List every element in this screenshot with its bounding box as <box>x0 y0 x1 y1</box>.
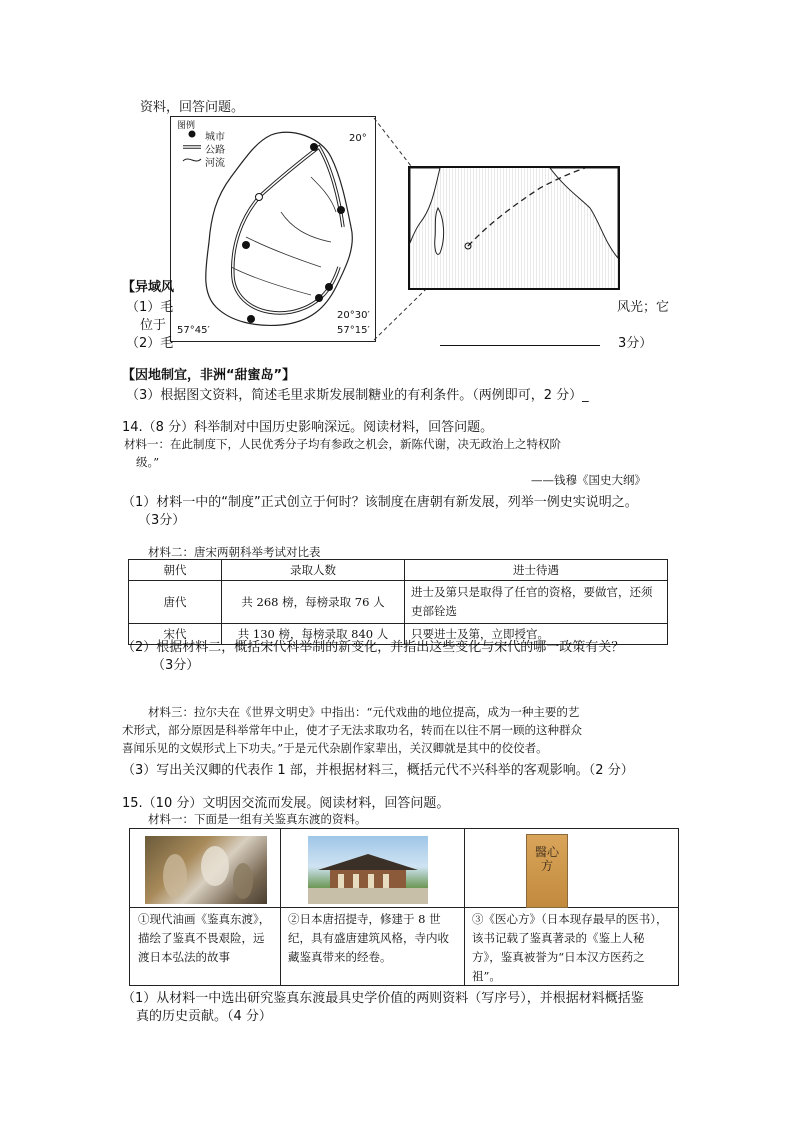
section-sugar: 【因地制宜，非洲“甜蜜岛”】 <box>122 368 296 383</box>
q15-1-line1: （1）从材料一中选出研究鉴真东渡最具史学价值的两则资料（写序号），并根据材料概括鉴 <box>122 991 644 1006</box>
lat-top-label: 20° <box>349 133 367 144</box>
region-inset-map <box>408 166 620 290</box>
m2-title: 材料二：唐宋两朝科举考试对比表 <box>148 545 321 559</box>
intro-line: 资料，回答问题。 <box>140 100 245 115</box>
answer-blank <box>440 345 600 346</box>
cell-treatment: 进士及第只是取得了任官的资格，要做官，还须吏部铨选 <box>405 581 668 624</box>
toshodaiji-temple-image <box>308 836 428 904</box>
m1-line1: 材料一：在此制度下，人民优秀分子均有参政之机会，新陈代谢，决无政治上之特权阶 <box>124 437 561 451</box>
q2-text: （2）毛 <box>126 336 174 351</box>
q15-title: 15.（10 分）文明因交流而发展。阅读材料，回答问题。 <box>122 796 450 811</box>
q14-title: 14.（8 分）科举制对中国历史影响深远。阅读材料，回答问题。 <box>122 420 494 435</box>
cell-count: 共 268 榜，每榜录取 76 人 <box>222 581 405 624</box>
q14-1-line1: （1）材料一中的“制度”正式创立于何时？该制度在唐朝有新发展，列举一例史实说明之。 <box>122 495 638 510</box>
m1-source: ——钱穆《国史大纲》 <box>531 473 646 487</box>
m3-line2: 术形式，部分原因是科举常年中止，使才子无法求取功名，转而在以往不屑一顾的这种群众 <box>122 723 582 737</box>
q2-tail: 3分） <box>618 336 653 351</box>
q1-text: （1）毛 <box>126 300 174 315</box>
asia-coast <box>550 168 618 258</box>
m15-1: 材料一：下面是一组有关鉴真东渡的资料。 <box>148 812 367 826</box>
book-title: 醫心方 <box>534 845 559 873</box>
card-caption-1: ①现代油画《鉴真东渡》，描绘了鉴真不畏艰险，远渡日本弘法的故事 <box>138 912 271 964</box>
table-row <box>129 581 668 624</box>
legend-river-label: 河流 <box>205 158 225 169</box>
q1-line2: 位于 <box>140 318 167 333</box>
madagascar <box>435 208 444 254</box>
jianzhen-materials-grid <box>129 828 679 986</box>
th-treatment: 进士待遇 <box>405 560 668 581</box>
lon-left-label: 57°45′ <box>177 325 210 336</box>
card-caption-2: ②日本唐招提寺，修建于 8 世纪，具有盛唐建筑风格，寺内收藏鉴真带来的经卷。 <box>288 912 449 964</box>
keju-compare-table <box>128 559 668 645</box>
cell-dynasty: 宋代 <box>129 624 222 645</box>
th-count: 录取人数 <box>222 560 405 581</box>
q14-2-line2: （3分） <box>152 658 200 673</box>
section-scenery-label: 【异域风 <box>122 280 175 295</box>
cell-count: 共 130 榜，每榜录取 840 人 <box>222 624 405 645</box>
q14-2-line1: （2）根据材料二，概括宋代科举制的新变化，并指出这些变化与宋代的哪一政策有关？ <box>122 640 625 655</box>
cell-dynasty: 唐代 <box>129 581 222 624</box>
card-caption-3: ③《医心方》（日本现存最早的医书），该书记载了鉴真著录的《鉴上人秘方》，鉴真被誉为“日本汉方医药之祖”。 <box>472 912 668 983</box>
q14-3: （3）写出关汉卿的代表作 1 部，并根据材料三，概括元代不兴科举的客观影响。（2 分） <box>122 763 634 778</box>
m3-line1: 材料三：拉尔夫在《世界文明史》中指出：“元代戏曲的地位提高，成为一种主要的艺 <box>148 705 580 719</box>
m1-line2: 级。” <box>136 455 160 469</box>
th-dynasty: 朝代 <box>129 560 222 581</box>
legend-road-label: 公路 <box>205 145 225 156</box>
table-header-row <box>129 560 668 581</box>
legend-city-label: 城市 <box>205 132 225 143</box>
yixinfang-book-image <box>526 834 568 908</box>
q1-tail: 风光；它 <box>617 300 670 315</box>
lon-right-label: 57°15′ <box>337 325 370 336</box>
q15-1-line2: 真的历史贡献。（4 分） <box>136 1009 272 1024</box>
m3-line3: 喜闻乐见的文娱形式上下功夫。”于是元代杂剧作家辈出，关汉卿就是其中的佼佼者。 <box>122 741 548 755</box>
legend-title: 图例 <box>177 121 196 131</box>
lat-bottom-label: 20°30′ <box>337 310 370 321</box>
oil-painting-image <box>145 836 267 904</box>
q3: （3）根据图文资料，简述毛里求斯发展制糖业的有利条件。（两例即可，2 分）_ <box>126 388 589 403</box>
q14-1-line2: （3分） <box>138 513 186 528</box>
connector-lines <box>0 0 794 400</box>
cell-treatment: 只要进士及第，立即授官。 <box>405 624 668 645</box>
